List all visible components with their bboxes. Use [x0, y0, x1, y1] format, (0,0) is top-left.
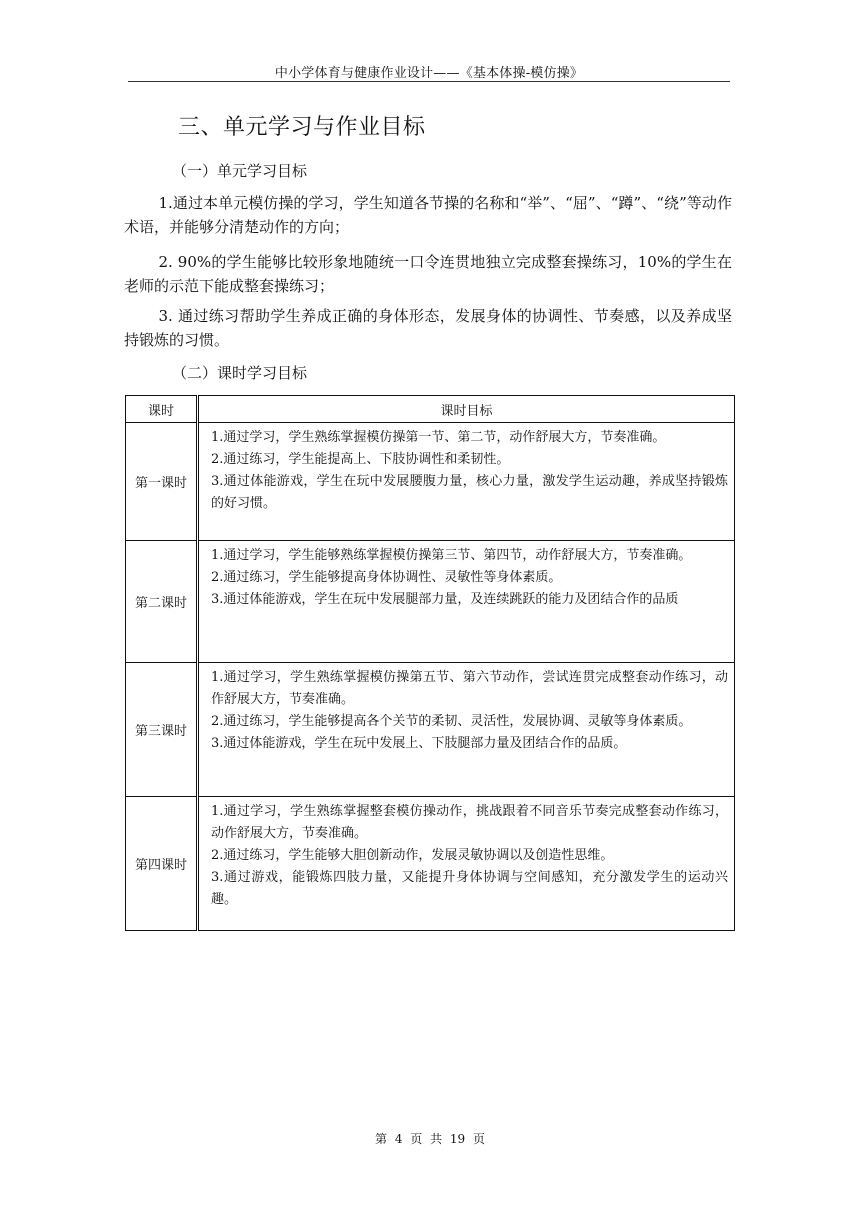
goal-line: 2.通过练习，学生能提高上、下肢协调性和柔韧性。 — [211, 452, 510, 467]
goal-cell — [198, 797, 735, 931]
period-cell: 第一课时 — [126, 423, 198, 541]
table-row — [126, 423, 735, 541]
goal-line: 3.通过体能游戏，学生在玩中发展腿部力量，及连续跳跃的能力及团结合作的品质 — [211, 592, 679, 607]
header-period: 课时 — [126, 396, 198, 423]
goal-line: 3.通过体能游戏，学生在玩中发展上、下肢腿部力量及团结合作的品质。 — [211, 736, 627, 751]
table-row — [126, 797, 735, 931]
running-header: 中小学体育与健康作业设计——《基本体操-模仿操》 — [274, 66, 584, 81]
goal-line: 3.通过体能游戏，学生在玩中发展腰腹力量，核心力量，激发学生运动趣，养成坚持锻炼的好习惯。 — [211, 474, 728, 511]
goal-line: 3.通过游戏，能锻炼四肢力量，又能提升身体协调与空间感知，充分激发学生的运动兴趣。 — [211, 870, 728, 907]
unit-goal-item-2: 2. 90%的学生能够比较形象地随统一口令连贯地独立完成整套操练习，10%的学生在老师的示范下能成整套操练习； — [124, 253, 732, 295]
goal-cell — [198, 423, 735, 541]
goal-line: 1.通过学习，学生熟练掌握整套模仿操动作，挑战跟着不同音乐节奏完成整套动作练习，动作舒展大方，节奏准确。 — [211, 804, 728, 841]
goal-line: 1.通过学习，学生熟练掌握模仿操第五节、第六节动作，尝试连贯完成整套动作练习，动作舒展大方，节奏准确。 — [211, 670, 728, 707]
goal-cell — [198, 541, 735, 663]
goal-line: 2.通过练习，学生能够提高各个关节的柔韧、灵活性，发展协调、灵敏等身体素质。 — [211, 714, 692, 729]
goal-line: 2.通过练习，学生能够大胆创新动作，发展灵敏协调以及创造性思维。 — [211, 848, 614, 863]
unit-goals-title: （一）单元学习目标 — [172, 162, 308, 180]
period-cell: 第三课时 — [126, 663, 198, 797]
goal-line: 1.通过学习，学生能够熟练掌握模仿操第三节、第四节，动作舒展大方，节奏准确。 — [211, 548, 692, 563]
lesson-goals-table — [125, 395, 735, 931]
unit-goal-item-3: 3. 通过练习帮助学生养成正确的身体形态，发展身体的协调性、节奏感，以及养成坚持锻炼的习惯。 — [124, 307, 732, 349]
unit-goal-item-1: 1.通过本单元模仿操的学习，学生知道各节操的名称和“举”、“屈”、“蹲”、“绕”等动作术语，并能够分清楚动作的方向； — [124, 194, 732, 236]
header-goals: 课时目标 — [198, 396, 735, 423]
lesson-goals-title: （二）课时学习目标 — [172, 364, 308, 382]
table-row — [126, 541, 735, 663]
goal-cell — [198, 663, 735, 797]
table-row — [126, 663, 735, 797]
goal-line: 2.通过练习，学生能够提高身体协调性、灵敏性等身体素质。 — [211, 570, 562, 585]
goal-line: 1.通过学习，学生熟练掌握模仿操第一节、第二节，动作舒展大方，节奏准确。 — [211, 430, 666, 445]
period-cell: 第四课时 — [126, 797, 198, 931]
section-title: 三、单元学习与作业目标 — [178, 115, 426, 140]
period-cell: 第二课时 — [126, 541, 198, 663]
page-number: 第 4 页 共 19 页 — [375, 1132, 485, 1146]
table-header-row — [126, 396, 735, 423]
header-divider — [128, 81, 730, 82]
